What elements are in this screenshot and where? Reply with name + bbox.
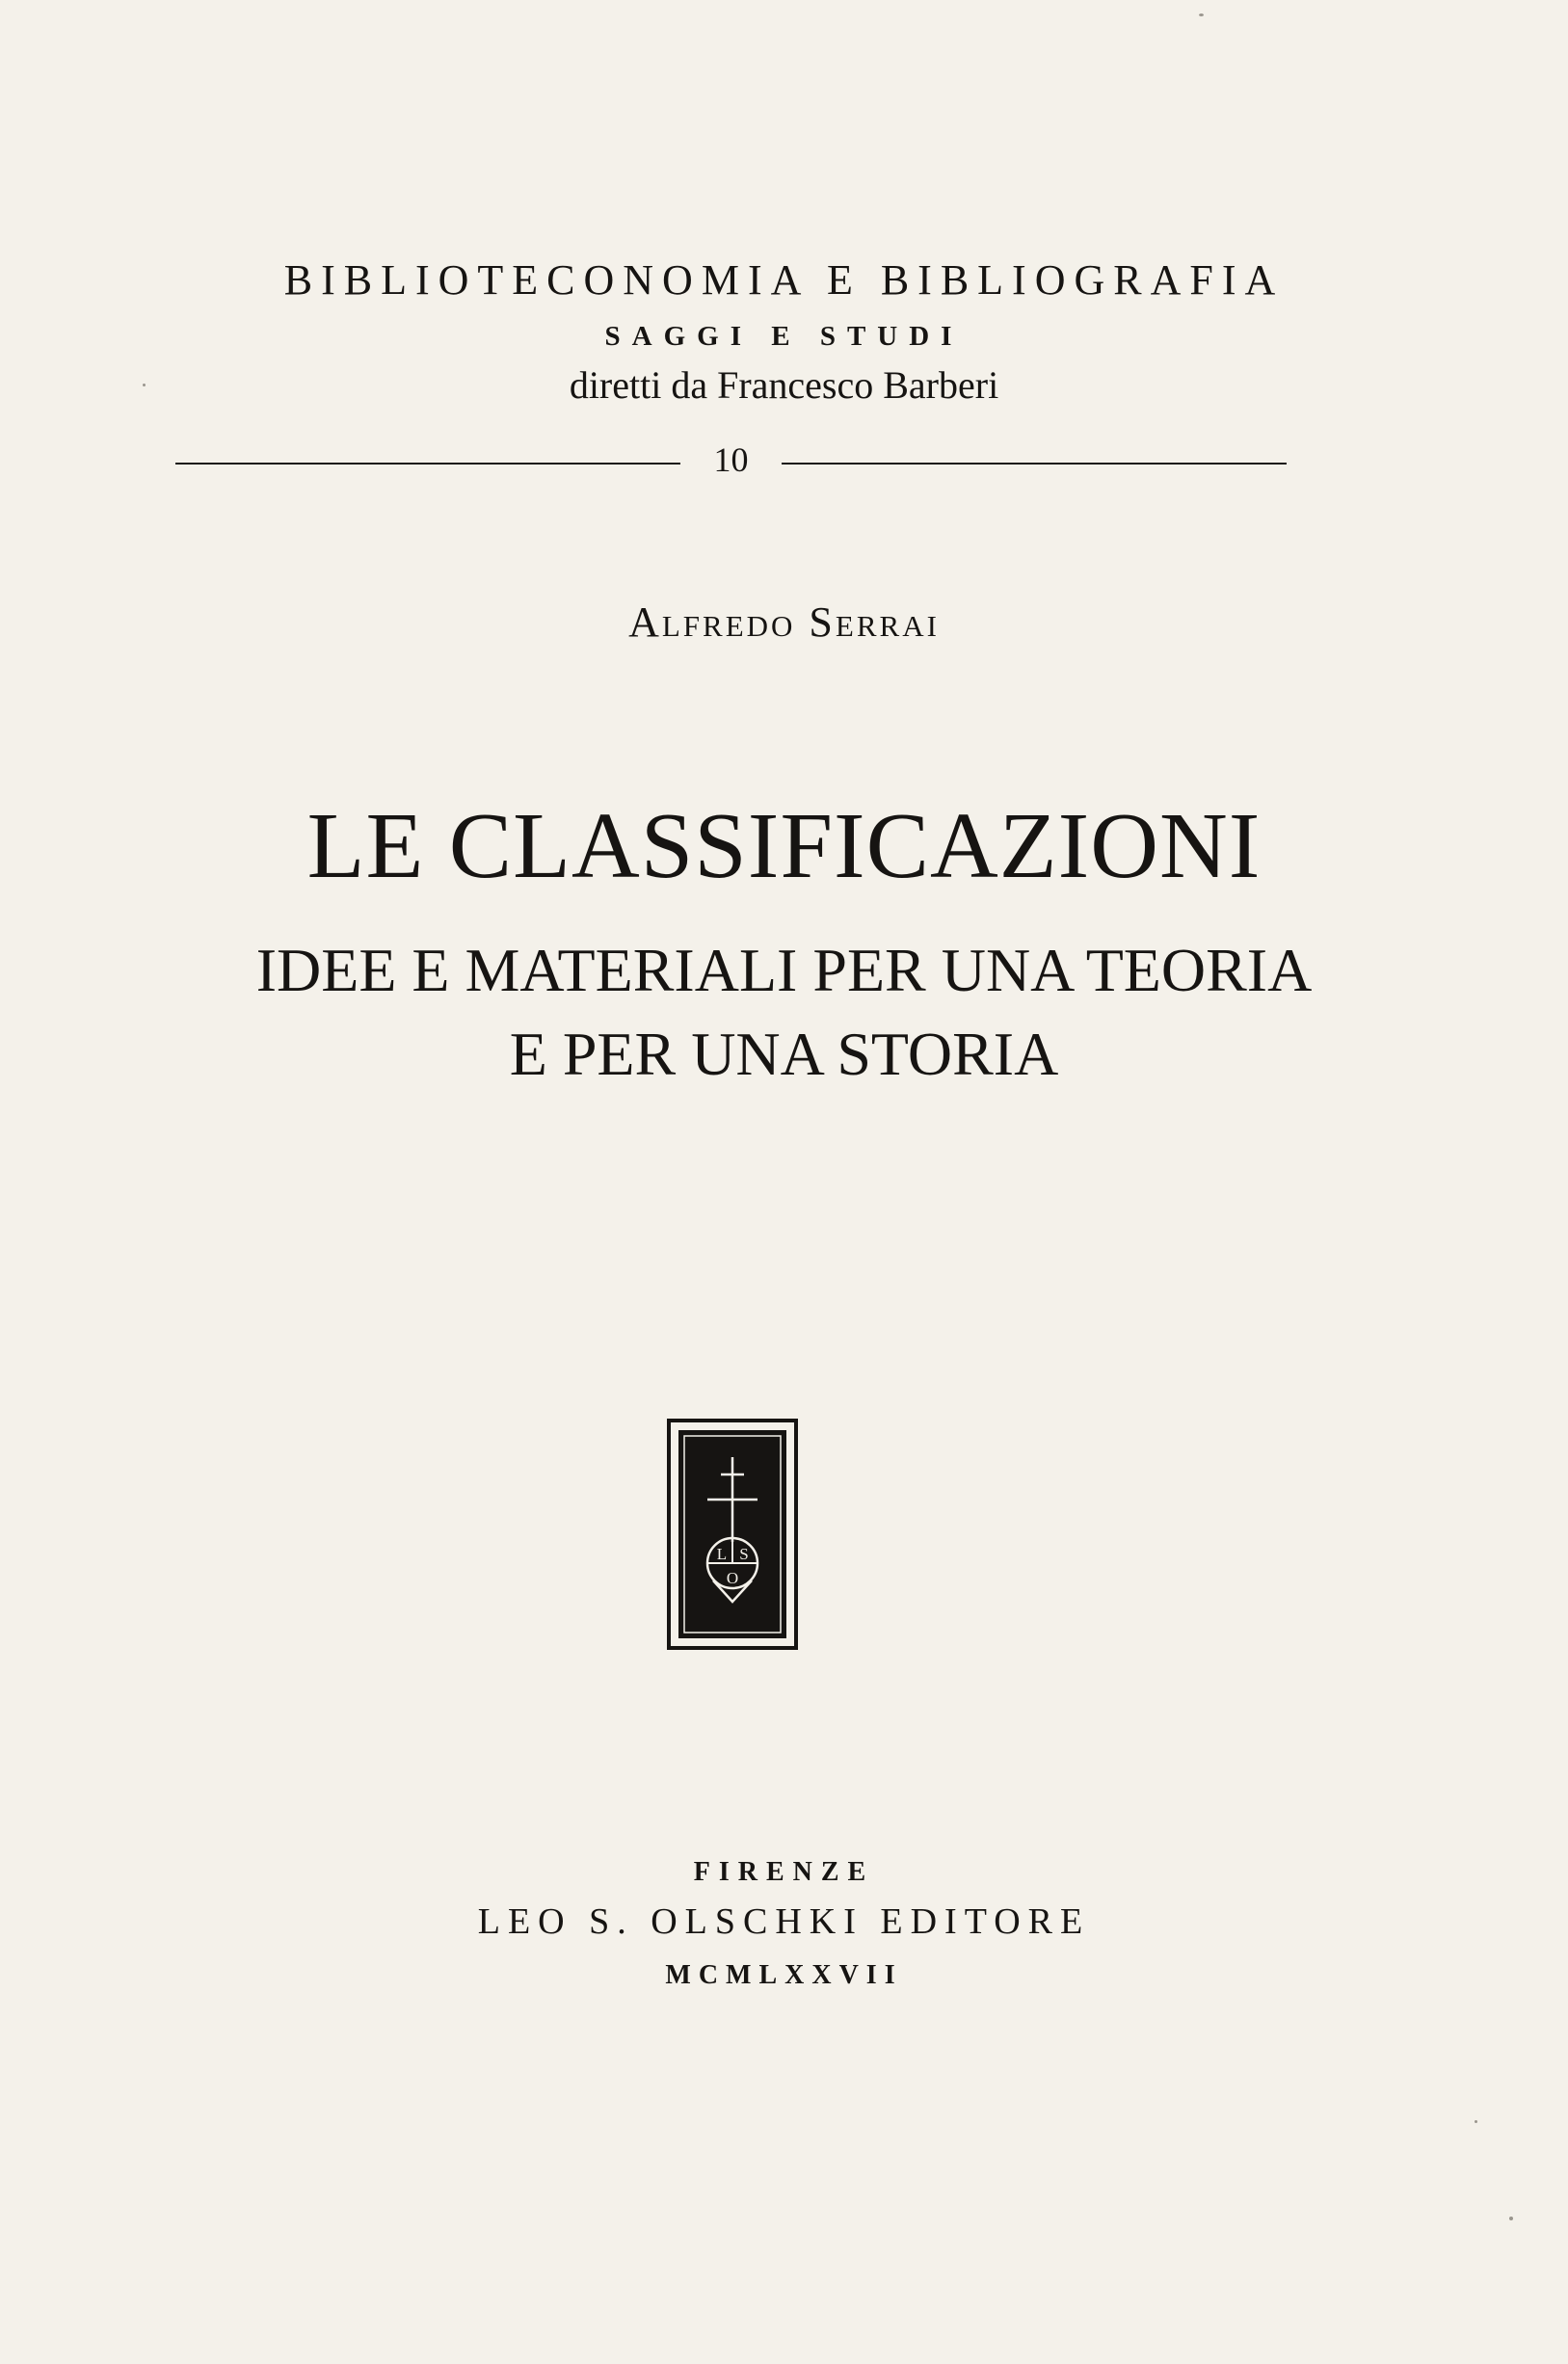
volume-rule — [175, 439, 1287, 488]
book-subtitle-line-2: E PER UNA STORIA — [509, 1020, 1059, 1088]
mark-letter-l: L — [716, 1545, 728, 1563]
rule-right — [782, 463, 1287, 465]
paper-speck — [1199, 13, 1204, 16]
paper-speck — [1475, 2120, 1477, 2123]
paper-speck — [1509, 2217, 1513, 2220]
book-title: LE CLASSIFICAZIONI — [306, 794, 1262, 898]
imprint-publisher: LEO S. OLSCHKI EDITORE — [477, 1901, 1091, 1942]
paper-speck — [143, 384, 146, 386]
mark-letter-s: S — [739, 1545, 749, 1563]
volume-number: 10 — [713, 440, 749, 479]
series-editor: diretti da Francesco Barberi — [569, 363, 999, 407]
publisher-device-icon — [667, 1419, 798, 1650]
series-title: BIBLIOTECONOMIA E BIBLIOGRAFIA — [283, 256, 1285, 304]
series-subtitle: SAGGI E STUDI — [604, 321, 964, 352]
author-name: Alfredo Serrai — [628, 598, 940, 646]
mark-letter-o: O — [726, 1569, 739, 1587]
book-subtitle-line-1: IDEE E MATERIALI PER UNA TEORIA — [255, 936, 1313, 1004]
imprint-year: MCMLXXVII — [665, 1960, 903, 1990]
imprint-place: FIRENZE — [693, 1857, 875, 1887]
